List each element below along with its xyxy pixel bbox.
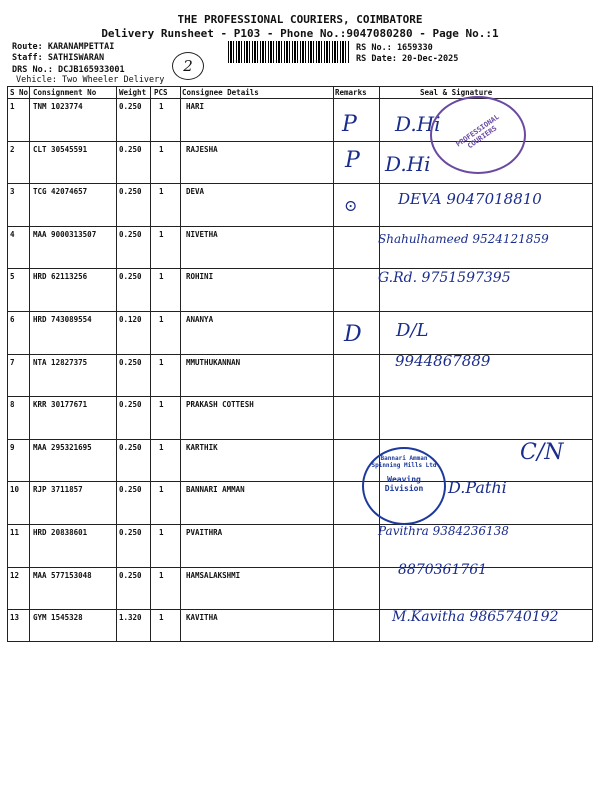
handwritten-signature: Pavithra 9384236138 [378,524,509,538]
cell-sno: 2 [10,144,15,154]
cell-consignment: HRD 20838601 [33,528,88,537]
cell-weight: 1.320 [119,613,142,623]
cell-consignment: HRD 743089554 [33,315,92,324]
cell-pcs: 1 [159,613,164,623]
cell-pcs: 1 [159,272,164,282]
bannari-stamp: Bannari Amman Spinning Mills Ltd Weaving Division [362,447,446,525]
col-consignment: Consignment No [33,88,97,97]
cell-consignee: ROHINI [186,272,214,282]
cell-consignment: TCG 42074657 [33,187,88,197]
staff-label: Staff: SATHISWARAN [12,53,105,63]
col-seal-signature: Seal & Signature [420,88,493,97]
cell-weight: 0.250 [119,485,142,495]
handwritten-signature: 9944867889 [395,352,491,370]
route-label: Route: KARANAMPETTAI [12,42,115,52]
cell-consignment: TNM 1023774 [33,102,83,111]
cell-weight: 0.250 [119,442,142,452]
cell-pcs: 1 [159,485,164,495]
cell-pcs: 1 [159,528,164,537]
cell-sno: 4 [10,229,15,239]
circled-page-mark: 2 [172,52,204,80]
cell-sno: 3 [10,187,15,197]
col-remarks: Remarks [335,88,367,97]
handwritten-signature: M.Kavitha 9865740192 [392,609,559,625]
cell-consignment: MAA 577153048 [33,570,92,580]
drs-label: DRS No.: DCJB165933001 [12,65,125,75]
cell-sno: 10 [10,485,20,495]
handwritten-signature: 8870361761 [398,562,488,578]
cell-consignee: DEVA [186,187,205,197]
handwritten-signature: D.Pathi [448,478,507,497]
handwritten-remark: P [345,148,360,173]
cell-sno: 1 [10,102,15,111]
cell-weight: 0.250 [119,570,142,580]
cell-weight: 0.250 [119,144,142,154]
handwritten-remark: D [344,322,362,347]
cell-pcs: 1 [159,400,164,410]
col-sno: S No [10,88,29,97]
cell-consignee: ANANYA [186,315,214,324]
cell-consignment: NTA 12827375 [33,357,88,367]
runsheet-title: Delivery Runsheet - P103 - Phone No.:9047080280 - Page No.:1 [101,27,499,40]
cell-consignment: GYM 1545328 [33,613,83,623]
cell-weight: 0.250 [119,400,142,410]
cell-consignee: PRAKASH COTTESH [186,400,254,410]
courier-stamp: PROFESSIONAL COURIERS [430,96,526,174]
cell-consignee: KARTHIK [186,442,218,452]
rs-date: RS Date: 20-Dec-2025 [356,54,459,64]
cell-consignment: KRR 30177671 [33,400,88,410]
col-pcs: PCS [154,88,168,97]
col-consignee: Consignee Details [182,88,259,97]
cell-sno: 7 [10,357,15,367]
cell-consignee: KAVITHA [186,613,218,623]
cell-weight: 0.250 [119,528,142,537]
handwritten-signature: C/N [520,440,564,465]
cell-consignee: RAJESHA [186,144,218,154]
cell-sno: 6 [10,315,15,324]
cell-pcs: 1 [159,442,164,452]
cell-weight: 0.250 [119,272,142,282]
cell-weight: 0.250 [119,357,142,367]
handwritten-signature: DEVA 9047018810 [398,190,542,208]
cell-pcs: 1 [159,144,164,154]
cell-sno: 5 [10,272,15,282]
rs-number: RS No.: 1659330 [356,43,433,53]
cell-consignment: MAA 9000313507 [33,229,97,239]
handwritten-signature: G.Rd. 9751597395 [378,270,511,286]
cell-sno: 11 [10,528,20,537]
col-weight: Weight [119,88,147,97]
barcode [228,41,350,63]
cell-pcs: 1 [159,570,164,580]
cell-pcs: 1 [159,315,164,324]
handwritten-signature: Shahulhameed 9524121859 [378,232,549,246]
cell-consignee: NIVETHA [186,229,218,239]
cell-pcs: 1 [159,357,164,367]
cell-consignee: BANNARI AMMAN [186,485,245,495]
cell-weight: 0.250 [119,102,142,111]
cell-consignment: HRD 62113256 [33,272,88,282]
cell-pcs: 1 [159,187,164,197]
handwritten-remark: P [342,112,357,137]
cell-consignee: MMUTHUKANNAN [186,357,241,367]
handwritten-remark: ⊙ [344,196,358,215]
cell-weight: 0.250 [119,229,142,239]
handwritten-signature: D.Hi [395,112,441,136]
cell-sno: 13 [10,613,20,623]
cell-pcs: 1 [159,229,164,239]
cell-consignment: RJP 3711857 [33,485,83,495]
handwritten-signature: D.Hi [385,152,431,176]
cell-pcs: 1 [159,102,164,111]
cell-consignee: HAMSALAKSHMI [186,570,241,580]
cell-sno: 9 [10,442,15,452]
vehicle-label: Vehicle: Two Wheeler Delivery [16,75,165,85]
handwritten-signature: D/L [396,320,429,341]
cell-weight: 0.120 [119,315,142,324]
cell-sno: 12 [10,570,20,580]
cell-consignment: CLT 30545591 [33,144,88,154]
cell-sno: 8 [10,400,15,410]
company-title: THE PROFESSIONAL COURIERS, COIMBATORE [177,13,423,26]
delivery-table [7,86,593,642]
cell-consignment: MAA 295321695 [33,442,92,452]
cell-consignee: HARI [186,102,205,111]
cell-weight: 0.250 [119,187,142,197]
cell-consignee: PVAITHRA [186,528,223,537]
